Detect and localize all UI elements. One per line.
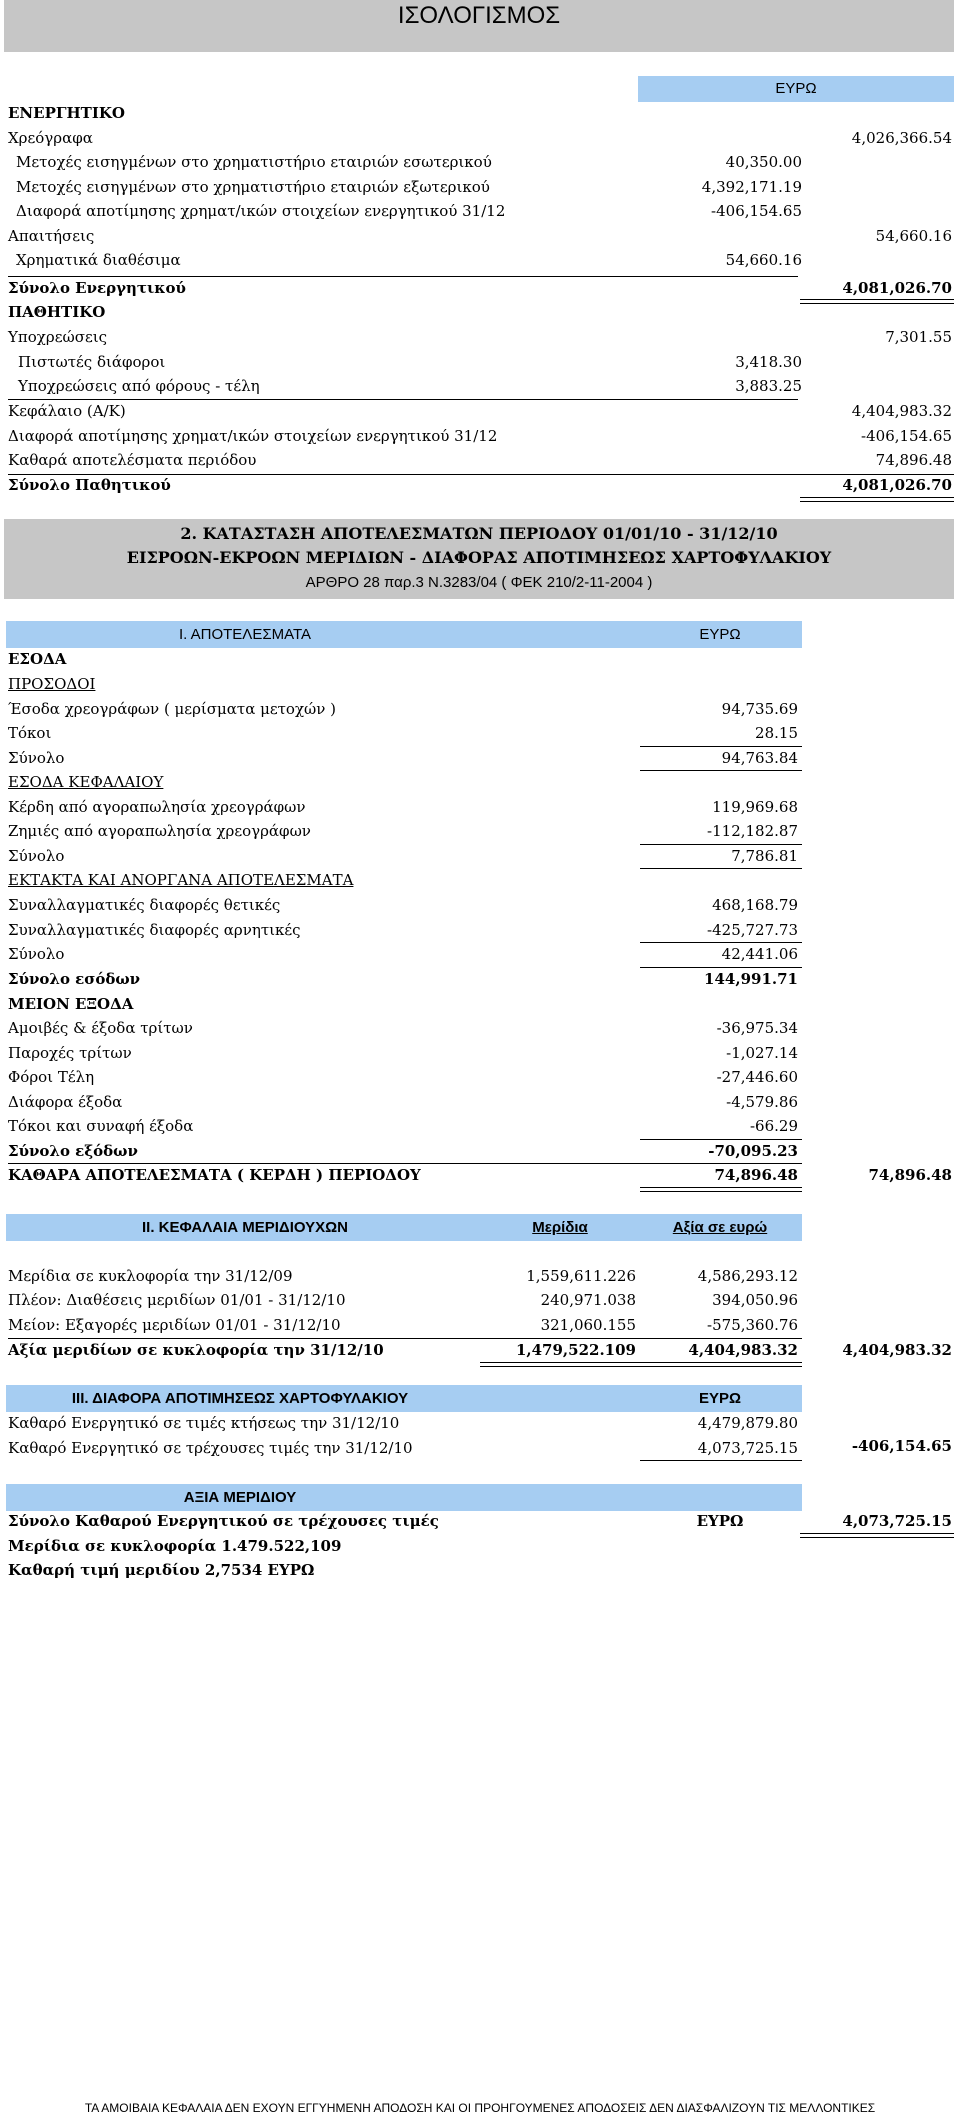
losses-sales-label: Ζημιές από αγοραπωλησία χρεογράφων [8, 822, 311, 840]
extraordinary-heading: ΕΚΤΑΚΤΑ ΚΑΙ ΑΝΟΡΓΑΝΑ ΑΠΟΤΕΛΕΣΜΑΤΑ [8, 871, 354, 889]
fx-positive-value: 468,168.79 [712, 896, 798, 914]
revenue-total-label: Σύνολο [8, 749, 65, 767]
units-opening-units: 1,559,611.226 [526, 1267, 636, 1285]
valuation-current-label: Καθαρό Ενεργητικό σε τρέχουσες τιμές την 31/12/10 [8, 1439, 413, 1457]
securities-total: 4,026,366.54 [851, 129, 952, 147]
net-assets-total: 4,073,725.15 [842, 1512, 952, 1530]
capital-total-label: Σύνολο [8, 847, 65, 865]
valuation-current-value: 4,073,725.15 [697, 1439, 798, 1457]
third-party-services-label: Παροχές τρίτων [8, 1044, 132, 1062]
fx-negative-label: Συναλλαγματικές διαφορές αρνητικές [8, 921, 301, 939]
third-party-services-value: -1,027.14 [726, 1044, 798, 1062]
total-assets-double-rule [800, 299, 954, 304]
fx-negative-rule [640, 942, 802, 943]
capital-total-value: 7,786.81 [731, 847, 798, 865]
units-col-units: Μερίδια [532, 1219, 588, 1236]
extraordinary-total-value: 42,441.06 [721, 945, 798, 963]
valuation-header: ΙΙΙ. ΔΙΑΦΟΡΑ ΑΠΟΤΙΜΗΣΕΩΣ ΧΑΡΤΟΦΥΛΑΚΙΟΥ [71, 1390, 409, 1407]
total-liabilities-double-rule [800, 497, 954, 502]
interest-expenses-value: -66.29 [749, 1117, 798, 1135]
cash-label: Χρηματικά διαθέσιμα [16, 251, 181, 269]
capital-label: Κεφάλαιο (Α/Κ) [8, 402, 126, 420]
dividends-label: Έσοδα χρεογράφων ( μερίσματα μετοχών ) [8, 700, 337, 718]
valuation-diff-assets-label: Διαφορά αποτίμησης χρηματ/ικών στοιχείων ενεργητικού 31/12 [16, 202, 506, 220]
gains-sales-value: 119,969.68 [712, 798, 798, 816]
valuation-diff-liab-label: Διαφορά αποτίμησης χρηματ/ικών στοιχείων ενεργητικού 31/12 [8, 427, 498, 445]
results-header: Ι. ΑΠΟΤΕΛΕΣΜΑΤΑ [178, 626, 312, 643]
capital-total: 4,404,983.32 [851, 402, 952, 420]
extraordinary-total-rule [640, 967, 802, 968]
units-in-circulation: Μερίδια σε κυκλοφορία 1.479.522,109 [8, 1537, 342, 1555]
tax-obligations-value: 3,883.25 [735, 377, 802, 395]
third-party-fees-value: -36,975.34 [716, 1019, 798, 1037]
net-profit-total: 74,896.48 [868, 1166, 952, 1184]
net-assets-label: Σύνολο Καθαρού Ενεργητικού σε τρέχουσες τιμές [8, 1512, 439, 1530]
units-issues-value: 394,050.96 [712, 1291, 798, 1309]
tax-obligations-label: Υποχρεώσεις από φόρους - τέλη [18, 377, 260, 395]
valuation-acquisition-value: 4,479,879.80 [697, 1414, 798, 1432]
liabilities-subrule [8, 399, 798, 400]
total-assets-label: Σύνολο Ενεργητικού [8, 279, 186, 297]
extraordinary-total-label: Σύνολο [8, 945, 65, 963]
valuation-currency: ΕΥΡΩ [698, 1390, 742, 1407]
units-redemptions-value: -575,360.76 [707, 1316, 798, 1334]
dividends-value: 94,735.69 [721, 700, 798, 718]
units-opening-value: 4,586,293.12 [697, 1267, 798, 1285]
revenue-heading: ΠΡΟΣΟΔΟΙ [8, 675, 96, 693]
assets-heading: ΕΝΕΡΓΗΤΙΚΟ [8, 104, 125, 122]
section2-title-line2: ΕΙΣΡΟΩΝ-ΕΚΡΟΩΝ ΜΕΡΙΔΙΩΝ - ΔΙΑΦΟΡΑΣ ΑΠΟΤΙΜΗΣΕΩΣ ΧΑΡΤΟΦΥΛΑΚΙΟΥ [126, 548, 832, 567]
net-assets-currency: ΕΥΡΩ [696, 1512, 744, 1530]
interest-expenses-label: Τόκοι και συναφή έξοδα [8, 1117, 194, 1135]
page-title: ΙΣΟΛΟΓΙΣΜΟΣ [397, 2, 561, 29]
taxes-fees-label: Φόροι Τέλη [8, 1068, 95, 1086]
footer-disclaimer: ΤΑ ΑΜΟΙΒΑΙΑ ΚΕΦΑΛΑΙΑ ΔΕΝ ΕΧΟΥΝ ΕΓΓΥΗΜΕΝΗ ΑΠΟΔΟΣΗ ΚΑΙ ΟΙ ΠΡΟΗΓΟΥΜΕΝΕΣ ΑΠΟΔΟΣΕΙΣ ΔΕΝ ΔΙΑΣΦΑΛΙΖΟΥΝ ΤΙΣ ΜΕΛΛΟΝΤΙΚΕΣ [84, 2101, 876, 2115]
net-results-total: 74,896.48 [875, 451, 952, 469]
units-redemptions-units: 321,060.155 [540, 1316, 636, 1334]
obligations-label: Υποχρεώσεις [8, 328, 107, 346]
taxes-fees-value: -27,446.60 [716, 1068, 798, 1086]
units-closing-double-rule [480, 1362, 802, 1367]
revenue-total-value: 94,763.84 [721, 749, 798, 767]
total-assets-value: 4,081,026.70 [842, 279, 952, 297]
third-party-fees-label: Αμοιβές & έξοδα τρίτων [8, 1019, 193, 1037]
losses-sales-rule [640, 844, 802, 845]
cash-value: 54,660.16 [725, 251, 802, 269]
valuation-diff-assets-value: -406,154.65 [711, 202, 802, 220]
valuation-acquisition-label: Καθαρό Ενεργητικό σε τιμές κτήσεως την 31/12/10 [8, 1414, 400, 1432]
other-expenses-label: Διάφορα έξοδα [8, 1093, 123, 1111]
units-closing-label: Αξία μεριδίων σε κυκλοφορία την 31/12/10 [8, 1341, 384, 1359]
losses-sales-value: -112,182.87 [707, 822, 798, 840]
domestic-shares-value: 40,350.00 [725, 153, 802, 171]
unit-value-header: ΑΞΙΑ ΜΕΡΙΔΙΟΥ [183, 1489, 297, 1506]
net-profit-double-rule [640, 1187, 802, 1192]
units-closing-units: 1,479,522.109 [515, 1341, 636, 1359]
valuation-current-rule [640, 1460, 802, 1461]
total-income-value: 144,991.71 [704, 970, 798, 988]
receivables-total: 54,660.16 [875, 227, 952, 245]
expenses-heading: ΜΕΙΟΝ ΕΞΟΔΑ [8, 995, 134, 1013]
foreign-shares-value: 4,392,171.19 [701, 178, 802, 196]
units-issues-label: Πλέον: Διαθέσεις μεριδίων 01/01 - 31/12/10 [8, 1291, 346, 1309]
total-expenses-value: -70,095.23 [708, 1142, 798, 1160]
capital-income-heading: ΕΣΟΔΑ ΚΕΦΑΛΑΙΟΥ [8, 773, 164, 791]
liabilities-heading: ΠΑΘΗΤΙΚΟ [8, 303, 106, 321]
units-header: ΙΙ. ΚΕΦΑΛΑΙΑ ΜΕΡΙΔΙΟΥΧΩΝ [142, 1219, 348, 1236]
other-expenses-value: -4,579.86 [726, 1093, 798, 1111]
units-issues-units: 240,971.038 [540, 1291, 636, 1309]
net-profit-value: 74,896.48 [714, 1166, 798, 1184]
total-income-label: Σύνολο εσόδων [8, 970, 141, 988]
fx-positive-label: Συναλλαγματικές διαφορές θετικές [8, 896, 281, 914]
revenue-total-rule [640, 770, 802, 771]
fx-negative-value: -425,727.73 [707, 921, 798, 939]
securities-label: Χρεόγραφα [8, 129, 93, 147]
income-heading: ΕΣΟΔΑ [8, 650, 67, 668]
interest-label: Τόκοι [8, 724, 52, 742]
foreign-shares-label: Μετοχές εισηγμένων στο χρηματιστήριο εταιριών εξωτερικού [16, 178, 490, 196]
section2-title-line3: ΑΡΘΡΟ 28 παρ.3 Ν.3283/04 ( ΦΕΚ 210/2-11-2004 ) [305, 574, 653, 591]
net-results-label: Καθαρά αποτελέσματα περιόδου [8, 451, 257, 469]
interest-expenses-rule [640, 1139, 802, 1140]
creditors-value: 3,418.30 [735, 353, 802, 371]
net-profit-label: ΚΑΘΑΡΑ ΑΠΟΤΕΛΕΣΜΑΤΑ ( ΚΕΡΔΗ ) ΠΕΡΙΟΔΟΥ [8, 1166, 421, 1184]
units-opening-label: Μερίδια σε κυκλοφορία την 31/12/09 [8, 1267, 293, 1285]
net-unit-price: Καθαρή τιμή μεριδίου 2,7534 ΕΥΡΩ [8, 1561, 315, 1579]
section2-title-line1: 2. ΚΑΤΑΣΤΑΣΗ ΑΠΟΤΕΛΕΣΜΑΤΩΝ ΠΕΡΙΟΔΟΥ 01/01/10 - 31/12/10 [180, 524, 778, 543]
valuation-current-total: -406,154.65 [851, 1437, 952, 1455]
units-col-value: Αξία σε ευρώ [672, 1219, 768, 1236]
units-closing-value: 4,404,983.32 [688, 1341, 798, 1359]
total-expenses-label: Σύνολο εξόδων [8, 1142, 138, 1160]
units-redemptions-label: Μείον: Εξαγορές μεριδίων 01/01 - 31/12/10 [8, 1316, 341, 1334]
assets-rule [8, 276, 798, 277]
total-liabilities-label: Σύνολο Παθητικού [8, 476, 171, 494]
interest-rule [640, 746, 802, 747]
capital-total-rule [640, 868, 802, 869]
balance-currency-label: ΕΥΡΩ [775, 80, 817, 97]
domestic-shares-label: Μετοχές εισηγμένων στο χρηματιστήριο εταιριών εσωτερικού [16, 153, 492, 171]
valuation-diff-liab-total: -406,154.65 [861, 427, 952, 445]
total-expenses-rule [8, 1163, 802, 1164]
receivables-label: Απαιτήσεις [8, 227, 95, 245]
interest-value: 28.15 [755, 724, 798, 742]
creditors-label: Πιστωτές διάφοροι [18, 353, 166, 371]
results-currency: ΕΥΡΩ [699, 626, 741, 643]
units-closing-total: 4,404,983.32 [842, 1341, 952, 1359]
gains-sales-label: Κέρδη από αγοραπωλησία χρεογράφων [8, 798, 306, 816]
obligations-total: 7,301.55 [885, 328, 952, 346]
units-redemptions-rule [8, 1338, 802, 1339]
net-assets-double-rule [800, 1533, 954, 1538]
total-liabilities-value: 4,081,026.70 [842, 476, 952, 494]
